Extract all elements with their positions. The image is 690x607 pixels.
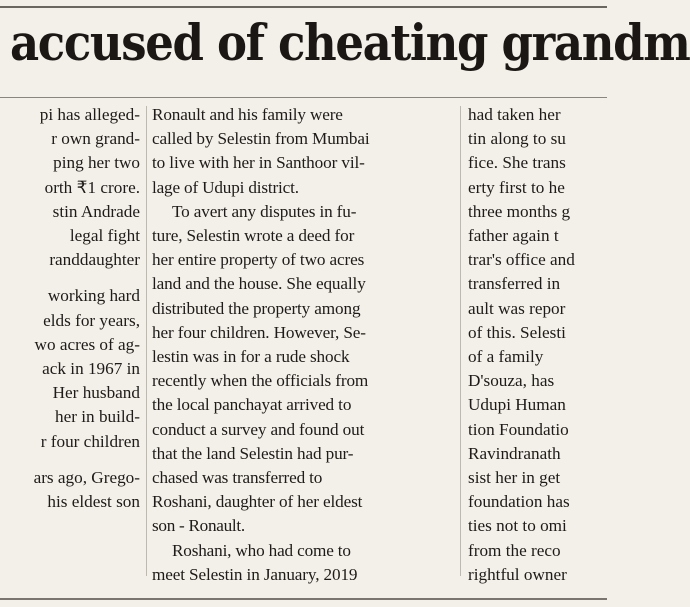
text-line: recently when the officials from bbox=[152, 371, 369, 391]
text-line: tion Foundatio bbox=[468, 419, 569, 439]
text-line: trar's office and bbox=[468, 250, 575, 270]
text-line: ars ago, Grego- bbox=[33, 467, 140, 487]
text-line: ties not to omi bbox=[468, 516, 567, 536]
text-line: rightful owner bbox=[468, 564, 567, 584]
text-line: r own grand- bbox=[51, 129, 140, 149]
text-line: Udupi Human bbox=[468, 395, 566, 415]
text-line: son - Ronault. bbox=[152, 516, 245, 536]
text-line: that the land Selestin had pur- bbox=[152, 443, 354, 463]
text-line: lage of Udupi district. bbox=[152, 177, 299, 197]
text-line: erty first to he bbox=[468, 177, 565, 197]
bottom-border bbox=[0, 598, 607, 600]
text-line: randdaughter bbox=[49, 250, 140, 270]
text-line: ault was repor bbox=[468, 298, 566, 318]
text-line: tin along to su bbox=[468, 129, 566, 149]
text-line: of a family bbox=[468, 347, 544, 367]
text-line: his eldest son bbox=[47, 492, 140, 512]
column-divider bbox=[146, 106, 147, 576]
text-line: Ronault and his family were bbox=[152, 105, 343, 124]
text-line: r four children bbox=[40, 431, 140, 451]
text-line: three months g bbox=[468, 201, 571, 221]
text-line: orth ₹1 crore. bbox=[44, 177, 140, 197]
text-line: wo acres of ag- bbox=[34, 334, 140, 354]
headline: accused of cheating grandm bbox=[10, 13, 690, 72]
text-line: distributed the property among bbox=[152, 298, 361, 318]
text-line: pi has alleged- bbox=[39, 105, 140, 124]
top-border bbox=[0, 6, 607, 8]
text-line: of this. Selesti bbox=[468, 322, 566, 342]
text-line: ack in 1967 in bbox=[42, 359, 140, 379]
text-line: To avert any disputes in fu- bbox=[172, 201, 357, 221]
text-line: Roshani, daughter of her eldest bbox=[152, 492, 363, 512]
text-line: ture, Selestin wrote a deed for bbox=[152, 226, 355, 246]
text-line: from the reco bbox=[468, 540, 561, 560]
text-line: her four children. However, Se- bbox=[152, 322, 366, 342]
text-line: her entire property of two acres bbox=[152, 250, 365, 270]
text-line: her in build- bbox=[55, 407, 140, 427]
text-line: the local panchayat arrived to bbox=[152, 395, 352, 415]
text-line: father again t bbox=[468, 226, 559, 246]
paragraph-gap bbox=[0, 454, 140, 466]
text-line: Ravindranath bbox=[468, 443, 561, 463]
text-line: transferred in bbox=[468, 274, 561, 294]
text-line: sist her in get bbox=[468, 468, 561, 488]
text-line: to live with her in Santhoor vil- bbox=[152, 153, 365, 173]
text-line: land and the house. She equally bbox=[152, 274, 366, 294]
text-line: Roshani, who had come to bbox=[172, 540, 351, 560]
headline-rule bbox=[0, 97, 607, 98]
text-line: legal fight bbox=[69, 226, 140, 246]
text-line: elds for years, bbox=[43, 310, 140, 330]
text-line: ping her two bbox=[53, 153, 140, 173]
text-line: foundation has bbox=[468, 492, 570, 512]
column-divider bbox=[460, 106, 461, 576]
text-line: chased was transferred to bbox=[152, 468, 323, 488]
text-line: stin Andrade bbox=[52, 201, 140, 221]
article-column-2 bbox=[152, 103, 452, 593]
article-column-3 bbox=[468, 103, 608, 593]
paragraph-gap bbox=[0, 272, 140, 284]
text-line: fice. She trans bbox=[468, 153, 566, 173]
text-line: meet Selestin in January, 2019 bbox=[152, 564, 358, 584]
text-line: D'souza, has bbox=[468, 371, 555, 391]
article-column-1 bbox=[0, 103, 140, 593]
text-line: Her husband bbox=[52, 383, 140, 403]
text-line: called by Selestin from Mumbai bbox=[152, 129, 370, 149]
text-line: conduct a survey and found out bbox=[152, 419, 365, 439]
text-line: had taken her bbox=[468, 105, 561, 124]
text-line: working hard bbox=[47, 286, 140, 306]
text-line: lestin was in for a rude shock bbox=[152, 347, 350, 367]
